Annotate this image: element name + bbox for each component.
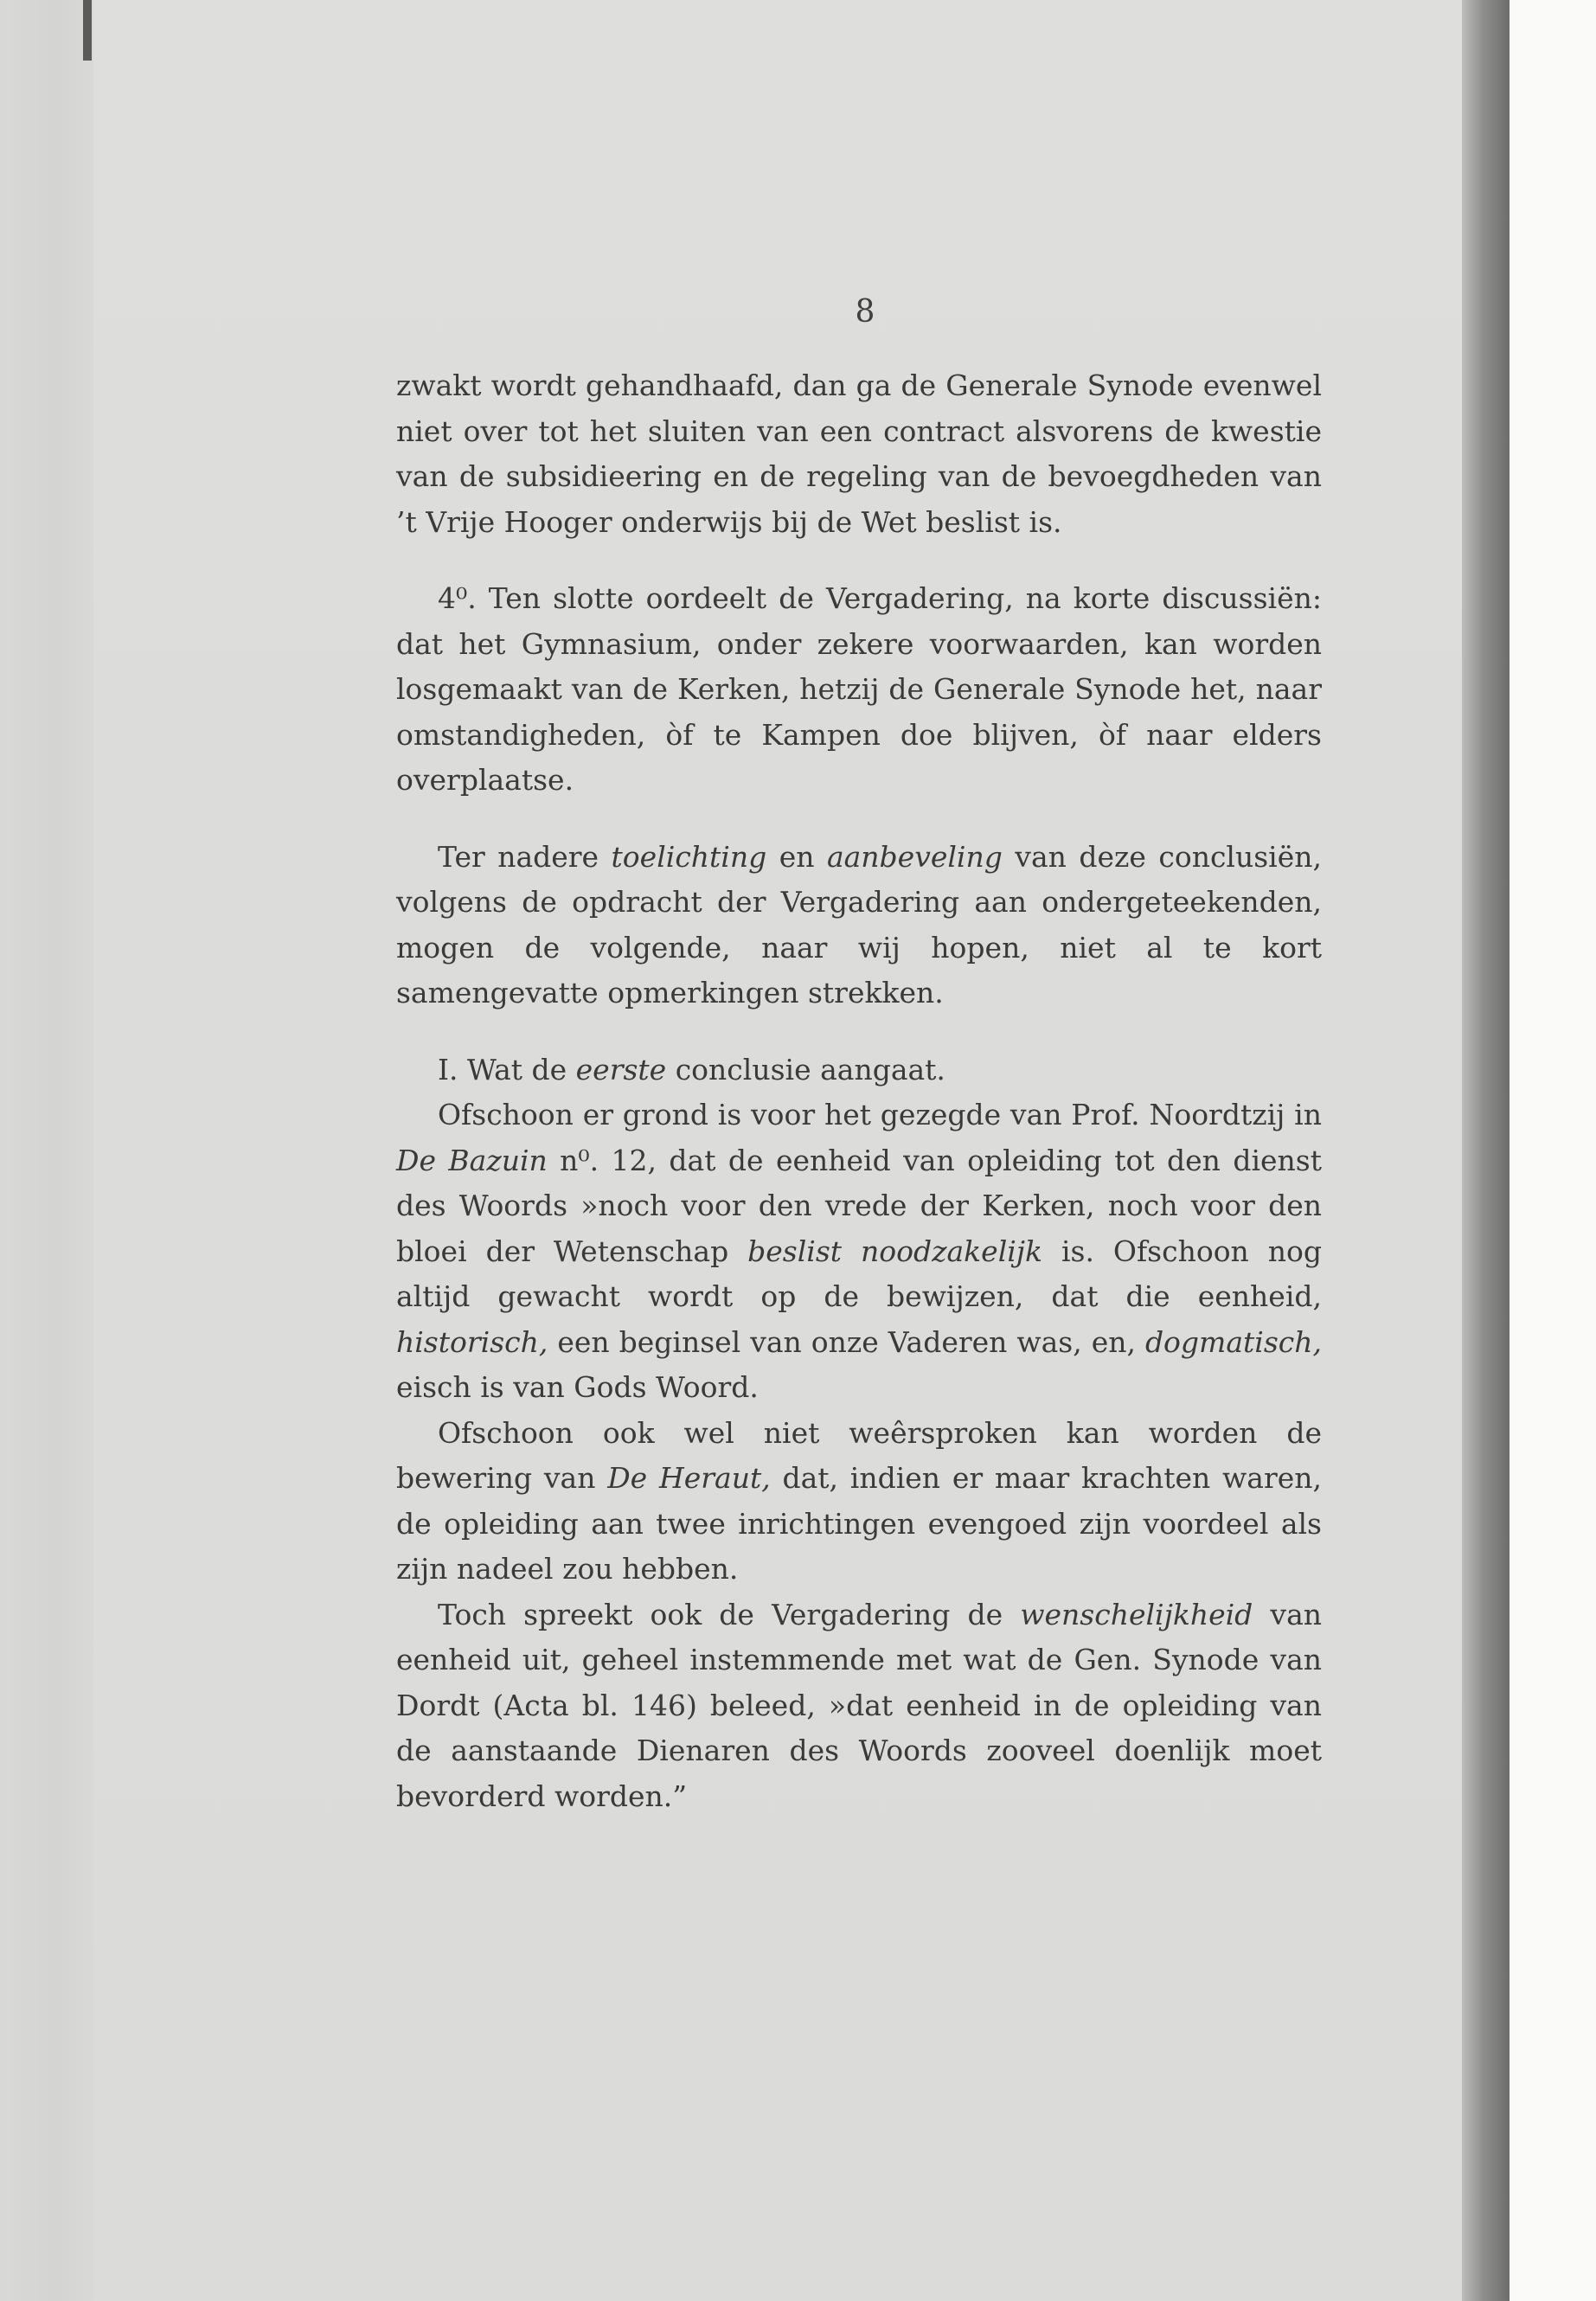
italic-run: wenschelijkheid bbox=[1020, 1597, 1253, 1631]
paragraph-ofschoon-2 bbox=[396, 1411, 1322, 1593]
text-run: is. Ofschoon nog altijd gewacht wordt op de bewijzen, dat die eenheid, bbox=[396, 1234, 1322, 1313]
text-run: eisch is van Gods Woord. bbox=[396, 1370, 759, 1404]
body-text bbox=[396, 363, 1322, 1819]
paragraph-point-4: 4⁰. Ten slotte oordeelt de Vergadering, na korte discussiën: dat het Gymnasium, onder zekere voorwaarden, kan worden losgemaakt van de Kerken, hetzij de Generale Synode het, naar omstandigheden, òf te Kampen doe blijven, òf naar elders overplaatse. bbox=[396, 581, 1322, 797]
italic-run: eerste bbox=[575, 1052, 667, 1086]
paragraph-continuation: zwakt wordt gehandhaafd, dan ga de Generale Synode evenwel niet over tot het sluiten van een contract alsvorens de kwestie van de subsidieering en de regeling van de bevoegdheden van ’t Vrije Hooger onderwijs bij de Wet beslist is. bbox=[396, 369, 1322, 539]
italic-run: De Bazuin bbox=[396, 1143, 548, 1177]
italic-run: historisch, bbox=[396, 1324, 548, 1359]
page-number: 8 bbox=[855, 294, 875, 330]
page-right-edge-shadow bbox=[1462, 0, 1509, 2301]
left-scan-margin bbox=[0, 0, 95, 2301]
italic-run: De Heraut, bbox=[607, 1461, 771, 1495]
text-run: van deze conclusiën, volgens de opdracht der Vergadering aan ondergeteekenden, mogen de volgende, naar wij hopen, niet al te kort samengevatte opmerkingen strekken. bbox=[396, 839, 1323, 1009]
text-run: Toch spreekt ook de Vergadering de bbox=[438, 1597, 1021, 1631]
text-run: conclusie aangaat. bbox=[666, 1052, 945, 1086]
italic-run: beslist noodzakelijk bbox=[747, 1234, 1043, 1268]
text-run: Ofschoon ook wel niet weêrsproken kan worden de bewering van bbox=[396, 1415, 1322, 1495]
left-edge-mark bbox=[83, 0, 92, 61]
italic-run: aanbeveling bbox=[826, 839, 1003, 874]
italic-run: toelichting bbox=[611, 839, 767, 874]
text-run: en bbox=[766, 839, 827, 874]
section-heading-i bbox=[396, 1048, 1322, 1093]
text-run: I. Wat de bbox=[438, 1052, 576, 1086]
text-run: dat, indien er maar krachten waren, de opleiding aan twee inrichtingen evengoed zijn voordeel als zijn nadeel zou hebben. bbox=[396, 1461, 1322, 1586]
italic-run: dogmatisch, bbox=[1144, 1324, 1322, 1359]
text-run: n⁰. 12, dat de eenheid van opleiding tot den dienst des Woords »noch voor den vrede der Kerken, noch voor den bloei der Wetenschap bbox=[396, 1143, 1322, 1268]
paragraph-introduction bbox=[396, 835, 1322, 1016]
paragraph-toch bbox=[396, 1593, 1322, 1820]
text-run: Ofschoon er grond is voor het gezegde van Prof. Noordtzij in bbox=[438, 1098, 1322, 1131]
text-run: Ter nadere bbox=[438, 839, 612, 874]
right-scan-margin bbox=[1509, 0, 1596, 2301]
text-run: van eenheid uit, geheel instemmende met wat de Gen. Synode van Dordt (Acta bl. 146) beleed, »dat eenheid in de opleiding van de aanstaande Dienaren des Woords zooveel doenlijk moet bevorderd worden.” bbox=[396, 1597, 1322, 1813]
text-run: een beginsel van onze Vaderen was, en, bbox=[548, 1324, 1145, 1359]
paragraph-ofschoon-1 bbox=[396, 1093, 1322, 1411]
